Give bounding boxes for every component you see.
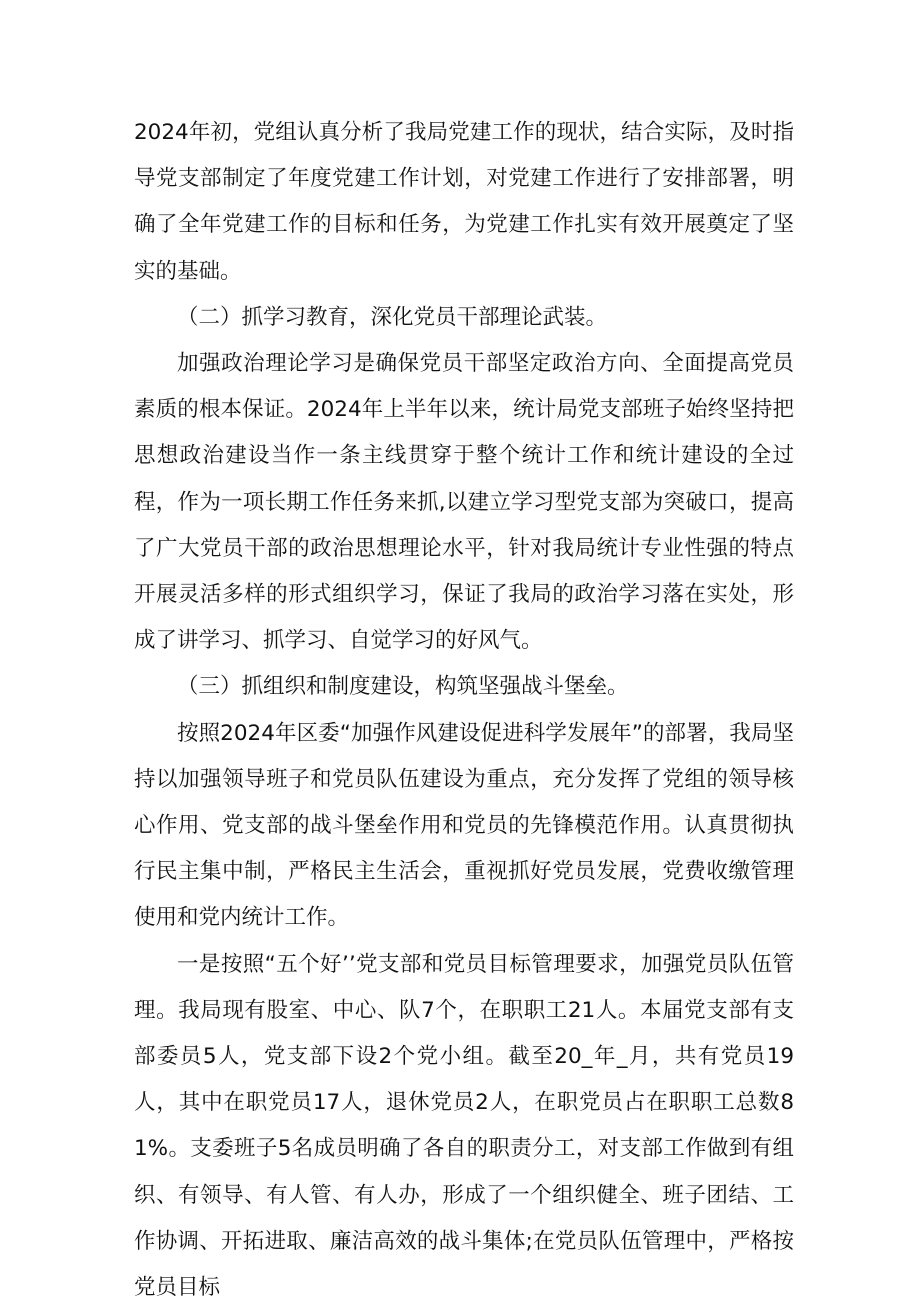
paragraph-organization: 按照2024年区委“加强作风建设促进科学发展年”的部署，我局坚持以加强领导班子和党员队伍建设为重点，充分发挥了党组的领导核心作用、党支部的战斗堡垒作用和党员的先锋模范作用。认真贯彻执行民主集中制，严格民主生活会，重视抓好党员发展，党费收缴管理使用和党内统计工作。: [134, 720, 794, 931]
paragraph-continuation: 2024年初，党组认真分析了我局党建工作的现状，结合实际，及时指导党支部制定了年度党建工作计划，对党建工作进行了安排部署，明确了全年党建工作的目标和任务，为党建工作扎实有效开展奠定了坚实的基础。: [134, 120, 794, 284]
section-heading-3: （三）抓组织和制度建设，构筑坚强战斗堡垒。: [177, 674, 629, 700]
section-heading-2: （二）抓学习教育，深化党员干部理论武装。: [177, 304, 608, 330]
document-body: [134, 110, 794, 1311]
paragraph-theory-study: 加强政治理论学习是确保党员干部坚定政治方向、全面提高党员素质的根本保证。2024年上半年以来，统计局党支部班子始终坚持把思想政治建设当作一条主线贯穿于整个统计工作和统计建设的全过程，作为一项长期工作任务来抓,以建立学习型党支部为突破口，提高了广大党员干部的政治思想理论水平，针对我局统计专业性强的特点开展灵活多样的形式组织学习，保证了我局的政治学习落在实处，形成了讲学习、抓学习、自觉学习的好风气。: [134, 351, 794, 654]
paragraph-member-management: 一是按照“五个好’’党支部和党员目标管理要求，加强党员队伍管理。我局现有股室、中心、队7个，在职职工21人。本届党支部有支部委员5人，党支部下设2个党小组。截至20_年_月，共有党员19人，其中在职党员17人，退休党员2人，在职党员占在职职工总数81%。支委班子5名成员明确了各自的职责分工，对支部工作做到有组织、有领导、有人管、有人办，形成了一个组织健全、班子团结、工作协调、开拓进取、廉洁高效的战斗集体;在党员队伍管理中，严格按党员目标: [134, 951, 794, 1301]
